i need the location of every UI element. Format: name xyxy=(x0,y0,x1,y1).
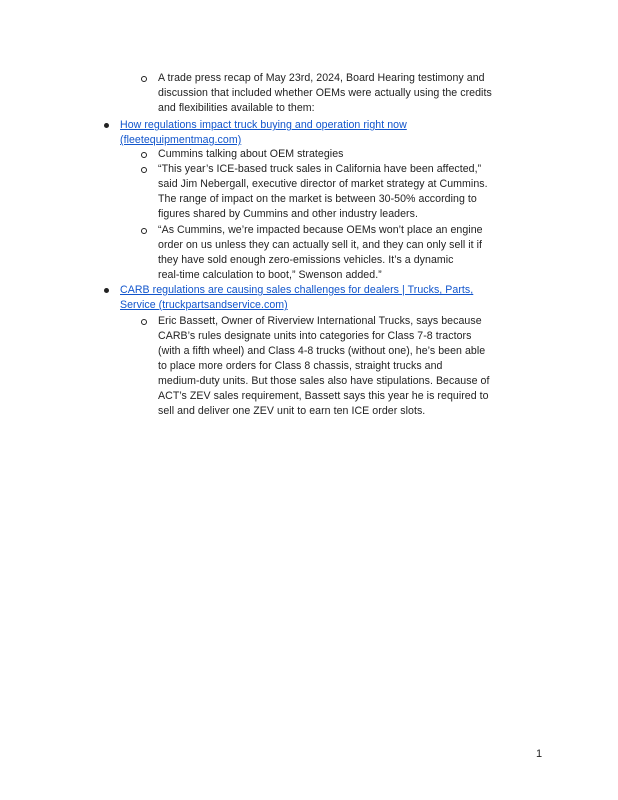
bullet-icon xyxy=(104,123,109,128)
hollow-bullet-icon xyxy=(141,167,147,173)
sub-bullet-text: The range of impact on the market is between 30-50% according to xyxy=(158,193,477,205)
bullet-icon xyxy=(104,288,109,293)
hollow-bullet-icon xyxy=(141,319,147,325)
sub-bullet-text: medium-duty units. But those sales also have stipulations. Because of xyxy=(158,375,490,387)
sub-bullet-text: figures shared by Cummins and other industry leaders. xyxy=(158,208,418,220)
sub-bullet-text: sell and deliver one ZEV unit to earn ten ICE order slots. xyxy=(158,405,426,417)
article-link-fleetequipmentmag-url[interactable]: (fleetequipmentmag.com) xyxy=(120,134,242,146)
sub-bullet-text: real-time calculation to boot,” Swenson added.” xyxy=(158,269,382,281)
sub-bullet-text: “As Cummins, we’re impacted because OEMs won’t place an engine xyxy=(158,224,483,236)
sub-bullet-text: CARB’s rules designate units into categories for Class 7-8 tractors xyxy=(158,330,472,342)
article-link-truckpartsandservice[interactable]: CARB regulations are causing sales challenges for dealers | Trucks, Parts, xyxy=(120,284,474,296)
hollow-bullet-icon xyxy=(141,152,147,158)
sub-bullet-text: “This year’s ICE-based truck sales in California have been affected,” xyxy=(158,163,482,175)
sub-bullet-text: they have sold enough zero-emissions vehicles. It’s a dynamic xyxy=(158,254,454,266)
article-link-truckpartsandservice-url[interactable]: Service (truckpartsandservice.com) xyxy=(120,299,288,311)
sub-bullet-text: (with a fifth wheel) and Class 4-8 trucks (without one), he’s been able xyxy=(158,345,486,357)
article-link-fleetequipmentmag[interactable]: How regulations impact truck buying and operation right now xyxy=(120,119,407,131)
sub-bullet-text: ACT’s ZEV sales requirement, Bassett says this year he is required to xyxy=(158,390,489,402)
sub-bullet-text: discussion that included whether OEMs were actually using the credits xyxy=(158,87,492,99)
sub-bullet-text: Cummins talking about OEM strategies xyxy=(158,148,344,160)
sub-bullet-text: and flexibilities available to them: xyxy=(158,102,315,114)
sub-bullet-text: Eric Bassett, Owner of Riverview International Trucks, says because xyxy=(158,315,482,327)
hollow-bullet-icon xyxy=(141,76,147,82)
sub-bullet-text: A trade press recap of May 23rd, 2024, Board Hearing testimony and xyxy=(158,72,485,84)
sub-bullet-text: order on us unless they can actually sell it, and they can only sell it if xyxy=(158,239,483,251)
hollow-bullet-icon xyxy=(141,228,147,234)
sub-bullet-text: to place more orders for Class 8 chassis, straight trucks and xyxy=(158,360,443,372)
page-number: 1 xyxy=(536,748,543,760)
sub-bullet-text: said Jim Nebergall, executive director of market strategy at Cummins. xyxy=(158,178,488,190)
